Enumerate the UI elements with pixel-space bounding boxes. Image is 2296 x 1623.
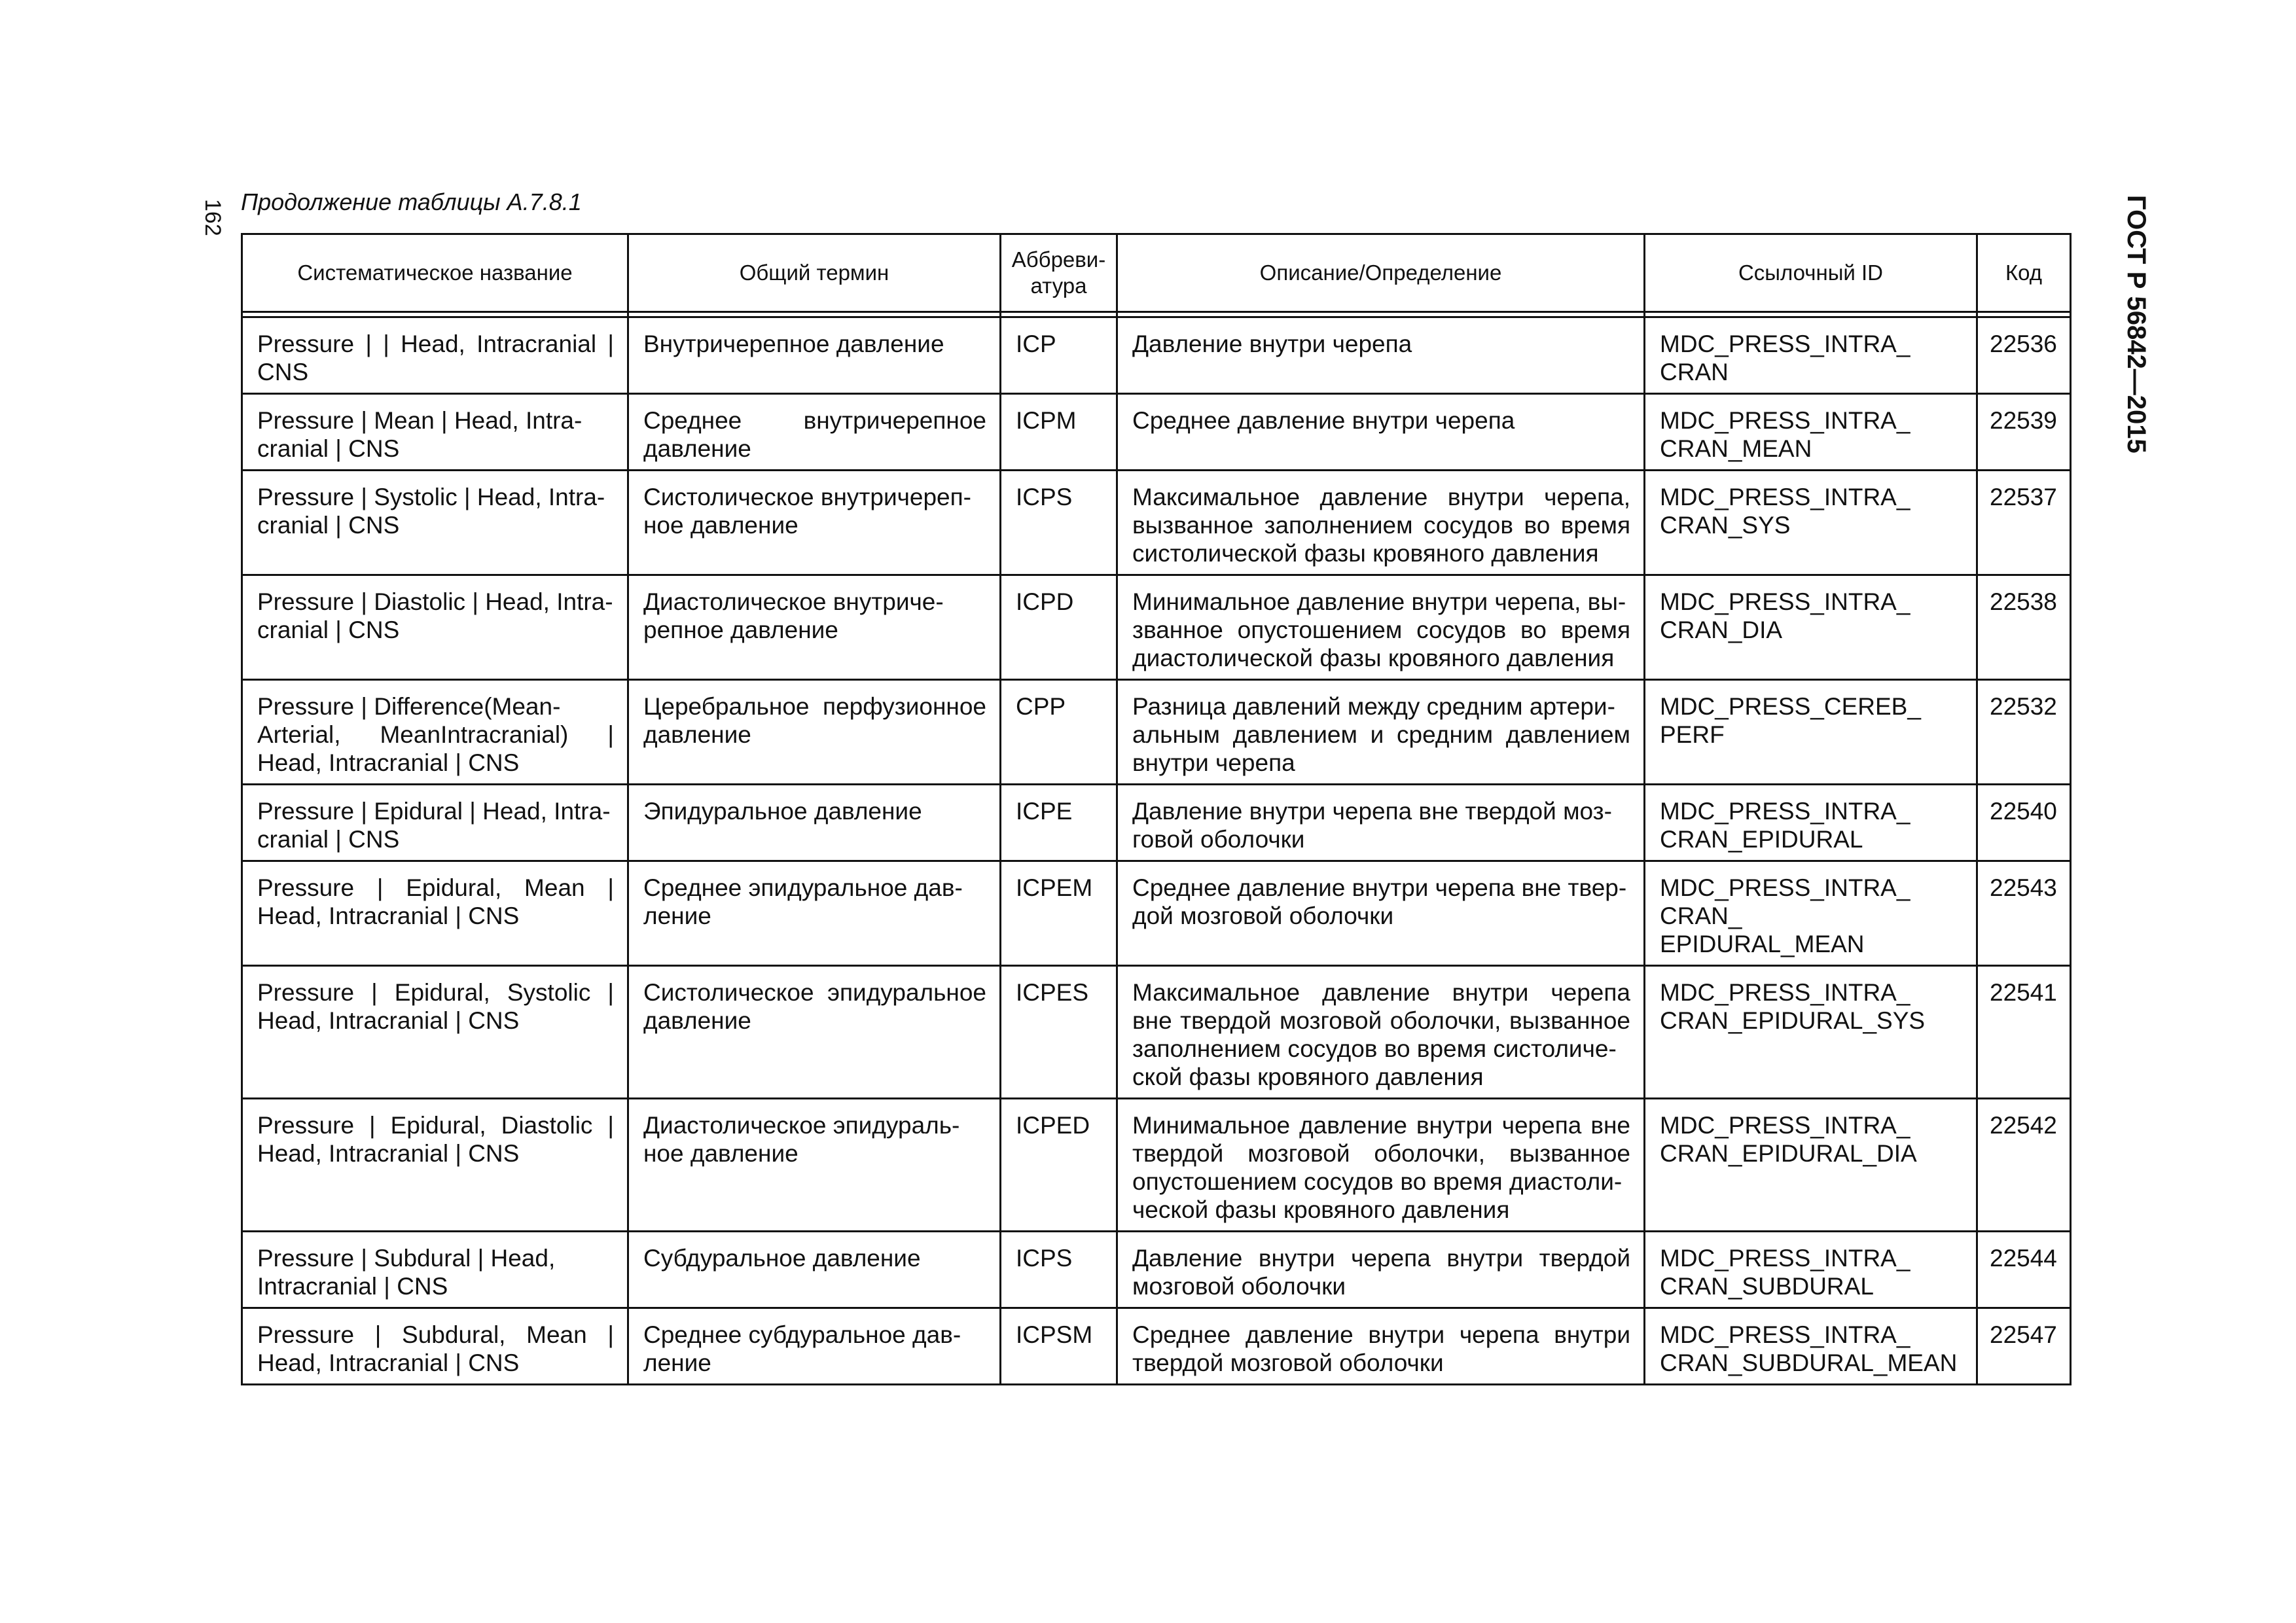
- systematic-name-cell: Pressure | Mean | Head, Intra- cranial | CNS: [242, 394, 628, 471]
- table-row: [242, 1232, 2071, 1308]
- abbreviation-cell: ICPES: [1001, 966, 1117, 1099]
- reference-id-cell: MDC_PRESS_INTRA_ CRAN_EPIDURAL_SYS: [1645, 966, 1977, 1099]
- column-header-reference-id: Ссылочный ID: [1645, 234, 1977, 312]
- abbreviation-cell: ICP: [1001, 317, 1117, 394]
- code-cell: 22539: [1977, 394, 2071, 471]
- common-term-cell: Внутричерепное давление: [628, 317, 1001, 394]
- reference-id-cell: MDC_PRESS_CEREB_ PERF: [1645, 680, 1977, 785]
- header-row: [242, 234, 2071, 312]
- abbreviation-cell: ICPS: [1001, 1232, 1117, 1308]
- column-header-description: Описание/Определение: [1117, 234, 1645, 312]
- code-cell: 22537: [1977, 471, 2071, 575]
- common-term-cell: Эпидуральное давление: [628, 785, 1001, 861]
- terms-table: [241, 233, 2072, 1385]
- table-row: [242, 966, 2071, 1099]
- reference-id-cell: MDC_PRESS_INTRA_ CRAN_ EPIDURAL_MEAN: [1645, 861, 1977, 966]
- abbreviation-cell: CPP: [1001, 680, 1117, 785]
- reference-id-cell: MDC_PRESS_INTRA_ CRAN_SUBDURAL: [1645, 1232, 1977, 1308]
- systematic-name-cell: Pressure | Epidural, Mean | Head, Intracranial | CNS: [242, 861, 628, 966]
- common-term-cell: Среднее субдуральное дав- ление: [628, 1308, 1001, 1385]
- reference-id-cell: MDC_PRESS_INTRA_ CRAN_EPIDURAL: [1645, 785, 1977, 861]
- common-term-cell: Диастолическое эпидураль- ное давление: [628, 1099, 1001, 1232]
- systematic-name-cell: Pressure | Epidural | Head, Intra- cranial | CNS: [242, 785, 628, 861]
- table-row: [242, 317, 2071, 394]
- reference-id-cell: MDC_PRESS_INTRA_ CRAN_EPIDURAL_DIA: [1645, 1099, 1977, 1232]
- reference-id-cell: MDC_PRESS_INTRA_ CRAN_DIA: [1645, 575, 1977, 680]
- column-header-common-term: Общий термин: [628, 234, 1001, 312]
- reference-id-cell: MDC_PRESS_INTRA_ CRAN_SYS: [1645, 471, 1977, 575]
- header-separator: [242, 312, 2071, 317]
- common-term-cell: Систолическое внутричереп- ное давление: [628, 471, 1001, 575]
- common-term-cell: Систолическое эпидуральное давление: [628, 966, 1001, 1099]
- systematic-name-cell: Pressure | Epidural, Diastolic | Head, Intracranial | CNS: [242, 1099, 628, 1232]
- description-cell: Максимальное давление внутри черепа, вызванное заполнением сосудов во время систолической фазы кровяного давления: [1117, 471, 1645, 575]
- code-cell: 22547: [1977, 1308, 2071, 1385]
- common-term-cell: Среднее внутричерепное давление: [628, 394, 1001, 471]
- code-cell: 22542: [1977, 1099, 2071, 1232]
- column-header-systematic-name: Систематическое название: [242, 234, 628, 312]
- table-caption: Продолжение таблицы А.7.8.1: [241, 188, 582, 215]
- description-cell: Минимальное давление внутри черепа вне твердой мозговой оболочки, вызванное опустошением сосудов во время диастоли- ческой фазы кровяного давления: [1117, 1099, 1645, 1232]
- column-header-code: Код: [1977, 234, 2071, 312]
- description-cell: Давление внутри черепа внутри твердой мозговой оболочки: [1117, 1232, 1645, 1308]
- abbreviation-cell: ICPEM: [1001, 861, 1117, 966]
- common-term-cell: Среднее эпидуральное дав- ление: [628, 861, 1001, 966]
- abbreviation-cell: ICPED: [1001, 1099, 1117, 1232]
- common-term-cell: Церебральное перфузионное давление: [628, 680, 1001, 785]
- table-row: [242, 861, 2071, 966]
- common-term-cell: Субдуральное давление: [628, 1232, 1001, 1308]
- description-cell: Давление внутри черепа: [1117, 317, 1645, 394]
- reference-id-cell: MDC_PRESS_INTRA_ CRAN_MEAN: [1645, 394, 1977, 471]
- description-cell: Среднее давление внутри черепа внутри твердой мозговой оболочки: [1117, 1308, 1645, 1385]
- systematic-name-cell: Pressure | | Head, Intracranial | CNS: [242, 317, 628, 394]
- systematic-name-cell: Pressure | Subdural, Mean | Head, Intracranial | CNS: [242, 1308, 628, 1385]
- description-cell: Минимальное давление внутри черепа, вы- званное опустошением сосудов во время диастолической фазы кровяного давления: [1117, 575, 1645, 680]
- standard-identifier: ГОСТ Р 56842—2015: [2122, 195, 2151, 454]
- table-row: [242, 471, 2071, 575]
- reference-id-cell: MDC_PRESS_INTRA_ CRAN_SUBDURAL_MEAN: [1645, 1308, 1977, 1385]
- description-cell: Разница давлений между средним артери- альным давлением и средним давлением внутри черепа: [1117, 680, 1645, 785]
- code-cell: 22544: [1977, 1232, 2071, 1308]
- abbreviation-cell: ICPM: [1001, 394, 1117, 471]
- code-cell: 22541: [1977, 966, 2071, 1099]
- description-cell: Среднее давление внутри черепа: [1117, 394, 1645, 471]
- systematic-name-cell: Pressure | Systolic | Head, Intra- cranial | CNS: [242, 471, 628, 575]
- table-row: [242, 394, 2071, 471]
- table-row: [242, 680, 2071, 785]
- table-row: [242, 785, 2071, 861]
- code-cell: 22536: [1977, 317, 2071, 394]
- table-row: [242, 1099, 2071, 1232]
- page-number: 162: [200, 199, 225, 236]
- code-cell: 22538: [1977, 575, 2071, 680]
- reference-id-cell: MDC_PRESS_INTRA_ CRAN: [1645, 317, 1977, 394]
- code-cell: 22543: [1977, 861, 2071, 966]
- systematic-name-cell: Pressure | Difference(Mean- Arterial, MeanIntracranial) | Head, Intracranial | CNS: [242, 680, 628, 785]
- description-cell: Среднее давление внутри черепа вне твер- дой мозговой оболочки: [1117, 861, 1645, 966]
- systematic-name-cell: Pressure | Epidural, Systolic | Head, Intracranial | CNS: [242, 966, 628, 1099]
- table-row: [242, 575, 2071, 680]
- code-cell: 22532: [1977, 680, 2071, 785]
- code-cell: 22540: [1977, 785, 2071, 861]
- abbreviation-cell: ICPD: [1001, 575, 1117, 680]
- description-cell: Максимальное давление внутри черепа вне твердой мозговой оболочки, вызванное заполнением сосудов во время систоличе- ской фазы кровяного давления: [1117, 966, 1645, 1099]
- column-header-abbreviation: Аббреви- атура: [1001, 234, 1117, 312]
- abbreviation-cell: ICPSM: [1001, 1308, 1117, 1385]
- systematic-name-cell: Pressure | Subdural | Head, Intracranial | CNS: [242, 1232, 628, 1308]
- abbreviation-cell: ICPE: [1001, 785, 1117, 861]
- description-cell: Давление внутри черепа вне твердой моз- говой оболочки: [1117, 785, 1645, 861]
- abbreviation-cell: ICPS: [1001, 471, 1117, 575]
- table-row: [242, 1308, 2071, 1385]
- common-term-cell: Диастолическое внутриче- репное давление: [628, 575, 1001, 680]
- systematic-name-cell: Pressure | Diastolic | Head, Intra- cranial | CNS: [242, 575, 628, 680]
